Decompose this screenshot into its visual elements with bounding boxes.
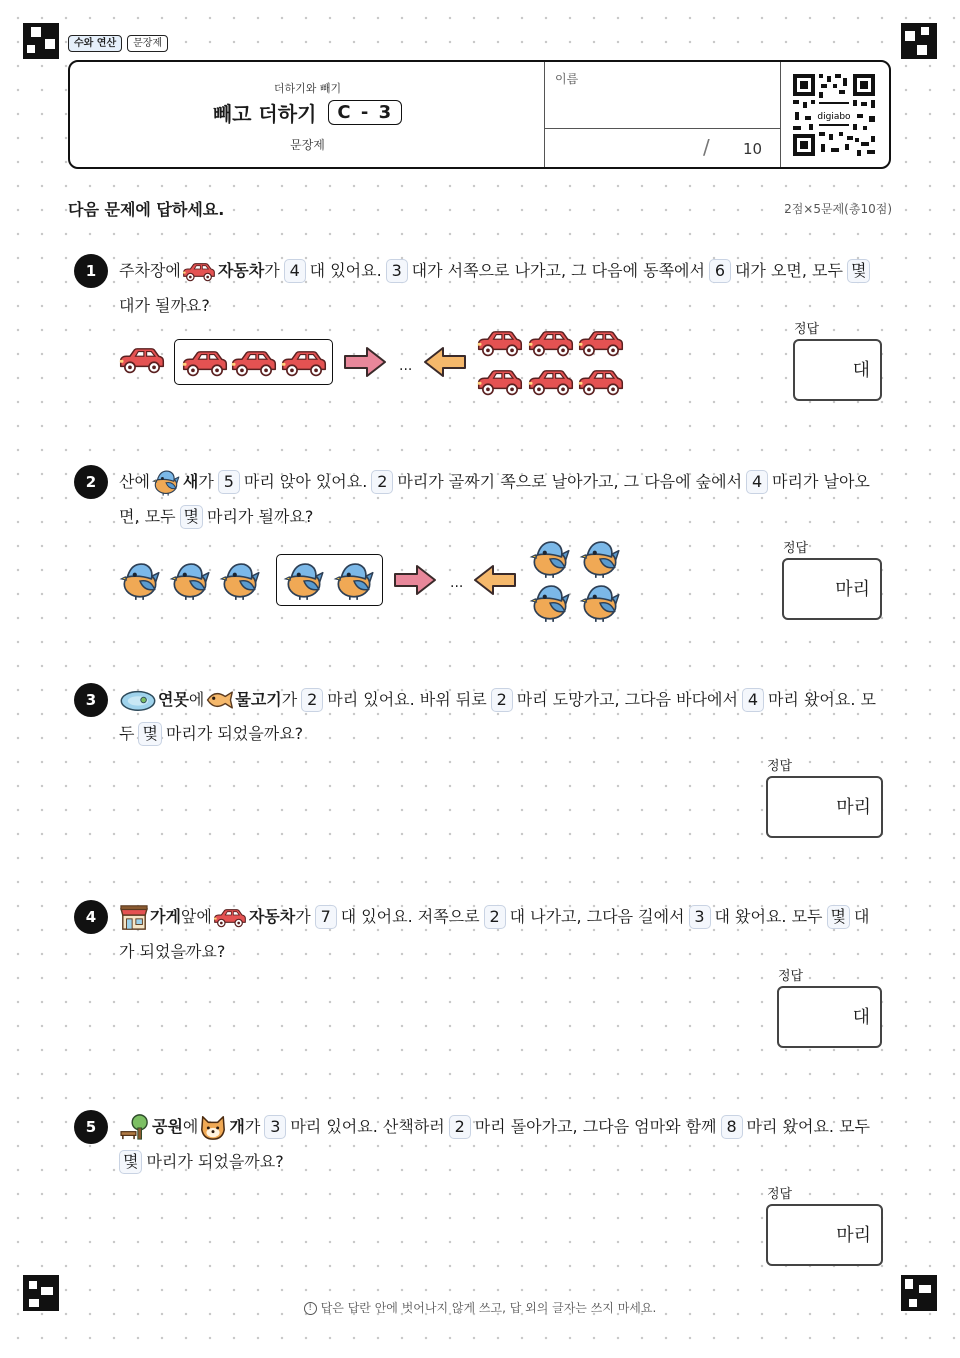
arrow-left-icon: [472, 562, 518, 598]
question-1-answer-box[interactable]: [793, 339, 882, 401]
arrow-right-icon: [392, 562, 438, 598]
worksheet-category: 문장제: [290, 138, 325, 152]
score-field[interactable]: [545, 129, 781, 167]
answer-label: 정답: [767, 759, 793, 774]
question-5-keyword-1: 공원: [152, 1117, 183, 1136]
question-1-number: 1: [74, 254, 108, 288]
arrow-left-icon: [422, 344, 468, 380]
question-1-line-1: 주차장에 자동차 가 4 대 있어요. 3 대가 서쪽으로 나가고, 그 다음에 동쪽에서 6 대가 오면, 모두 몇: [119, 256, 874, 286]
bird-icon: [150, 467, 182, 497]
bird-illustration: [217, 558, 263, 602]
question-3-answer-box[interactable]: [766, 776, 883, 838]
question-5-keyword-2: 개: [229, 1117, 245, 1136]
answer-unit: 대: [852, 360, 870, 381]
corner-marker-top-right: [901, 23, 937, 59]
question-3-keyword-1: 연못: [158, 690, 189, 709]
question-4-line-2: 가 되었을까요?: [119, 942, 226, 961]
car-illustration: [475, 365, 525, 397]
question-4-number-box-1: 7: [315, 905, 337, 929]
question-4-answer-box[interactable]: [777, 986, 882, 1048]
worksheet-code: C - 3: [328, 100, 402, 125]
store-icon: [119, 903, 149, 931]
car-illustration: [475, 326, 525, 358]
question-2-number-box-2: 2: [371, 470, 393, 494]
answer-unit: 마리: [836, 797, 871, 818]
arrow-right-icon: [342, 344, 388, 380]
car-illustration: [576, 365, 626, 397]
tag-group: [68, 35, 168, 52]
car-illustration: [526, 365, 576, 397]
question-1-keyword: 자동차: [217, 261, 265, 280]
question-1-unknown-box: 몇: [847, 259, 870, 283]
question-4-unknown-box: 몇: [827, 905, 850, 929]
question-1-line-2: 대가 될까요?: [119, 296, 210, 315]
question-5-number: 5: [74, 1110, 108, 1144]
question-4-line-1: 가게 앞에 자동차 가 7 대 있어요. 저쪽으로 2 대 나가고, 그다음 길에서 3 대 왔어요. 모두 몇 대: [119, 902, 869, 932]
question-5-number-box-1: 3: [264, 1115, 286, 1139]
pond-icon: [119, 687, 157, 713]
car-icon: [212, 903, 248, 931]
question-3-unknown-box: 몇: [138, 722, 161, 746]
question-2-number-box-3: 4: [746, 470, 768, 494]
question-5-number-box-3: 8: [721, 1115, 743, 1139]
answer-label: 정답: [778, 969, 804, 984]
bird-illustration: [331, 558, 377, 602]
car-illustration: [180, 346, 230, 378]
question-1-number-box-2: 3: [386, 259, 408, 283]
qr-code-icon: [791, 72, 877, 158]
bird-illustration: [281, 558, 327, 602]
park-icon: [119, 1113, 151, 1141]
question-5-answer-box[interactable]: [766, 1204, 883, 1266]
score-total: 10: [743, 140, 763, 158]
question-4-number: 4: [74, 900, 108, 934]
question-4-keyword-2: 자동차: [248, 907, 296, 926]
subject-tag: 수와 연산: [68, 35, 122, 52]
question-2-number: 2: [74, 465, 108, 499]
worksheet-title: 빼고 더하기: [212, 102, 317, 126]
question-3-number-box-3: 4: [742, 688, 764, 712]
question-2-number-box-1: 5: [218, 470, 240, 494]
name-field[interactable]: [545, 62, 781, 129]
car-illustration: [229, 346, 279, 378]
question-2-answer-box[interactable]: [782, 558, 882, 620]
points-info: 2점×5문제(총10점): [784, 202, 892, 216]
question-4-number-box-3: 3: [689, 905, 711, 929]
bird-illustration: [167, 558, 213, 602]
question-4-number-box-2: 2: [484, 905, 506, 929]
footer-note: [0, 1299, 960, 1316]
bird-illustration: [577, 536, 623, 580]
question-2-keyword: 새: [182, 472, 199, 491]
title-section: [70, 62, 545, 167]
question-4-keyword-1: 가게: [150, 907, 181, 926]
answer-unit: 마리: [835, 579, 870, 600]
bird-illustration: [577, 580, 623, 624]
car-illustration: [576, 326, 626, 358]
question-2-line-2: 면, 모두 몇 마리가 될까요?: [119, 502, 313, 532]
question-1-number-box-1: 4: [284, 259, 306, 283]
question-3-line-2: 두 몇 마리가 되었을까요?: [119, 719, 303, 749]
car-illustration: [279, 346, 329, 378]
question-5-number-box-2: 2: [449, 1115, 471, 1139]
worksheet-header: [68, 60, 891, 169]
worksheet-subtitle: 더하기와 빼기: [273, 82, 342, 95]
ellipsis: ...: [399, 358, 413, 374]
question-3-number-box-2: 2: [491, 688, 513, 712]
car-illustration: [117, 343, 167, 375]
answer-label: 정답: [783, 541, 809, 556]
score-slash: /: [703, 135, 710, 159]
question-5-unknown-box: 몇: [119, 1150, 142, 1174]
bird-illustration: [527, 580, 573, 624]
bird-illustration: [527, 536, 573, 580]
dog-icon: [198, 1113, 228, 1141]
question-2-line-1: 산에 새 가 5 마리 앉아 있어요. 2 마리가 골짜기 쪽으로 날아가고, 그 다음에 숲에서 4 마리가 날아오: [119, 467, 870, 497]
answer-unit: 마리: [836, 1225, 871, 1246]
name-label: 이름: [555, 72, 579, 86]
type-tag: 문장제: [127, 35, 168, 52]
fish-icon: [204, 687, 234, 713]
answer-label: 정답: [794, 322, 820, 337]
question-3-keyword-2: 물고기: [235, 690, 282, 709]
question-3-number: 3: [74, 683, 108, 717]
car-illustration: [526, 326, 576, 358]
info-icon: !: [304, 1302, 317, 1315]
question-3-line-1: 연못 에 물고기 가 2 마리 있어요. 바위 뒤로 2 마리 도망가고, 그다음 바다에서 4 마리 왔어요. 모: [119, 685, 876, 715]
question-2-unknown-box: 몇: [180, 505, 203, 529]
answer-unit: 대: [852, 1007, 870, 1028]
question-3-number-box-1: 2: [301, 688, 323, 712]
car-icon: [181, 257, 217, 285]
bird-illustration: [117, 558, 163, 602]
qr-brand-text: digiabo: [817, 112, 851, 122]
instruction-text: 다음 문제에 답하세요.: [68, 200, 225, 219]
footer-text: 답은 답란 안에 벗어나지 않게 쓰고, 답 외의 글자는 쓰지 마세요.: [320, 1301, 657, 1315]
question-1-number-box-3: 6: [709, 259, 731, 283]
answer-label: 정답: [767, 1187, 793, 1202]
question-5-line-2: 몇 마리가 되었을까요?: [115, 1147, 284, 1177]
question-5-line-1: 공원 에 개 가 3 마리 있어요. 산책하러 2 마리 돌아가고, 그다음 엄마와 함께 8 마리 왔어요. 모두: [119, 1112, 870, 1142]
corner-marker-top-left: [23, 23, 59, 59]
ellipsis: ...: [450, 575, 464, 591]
